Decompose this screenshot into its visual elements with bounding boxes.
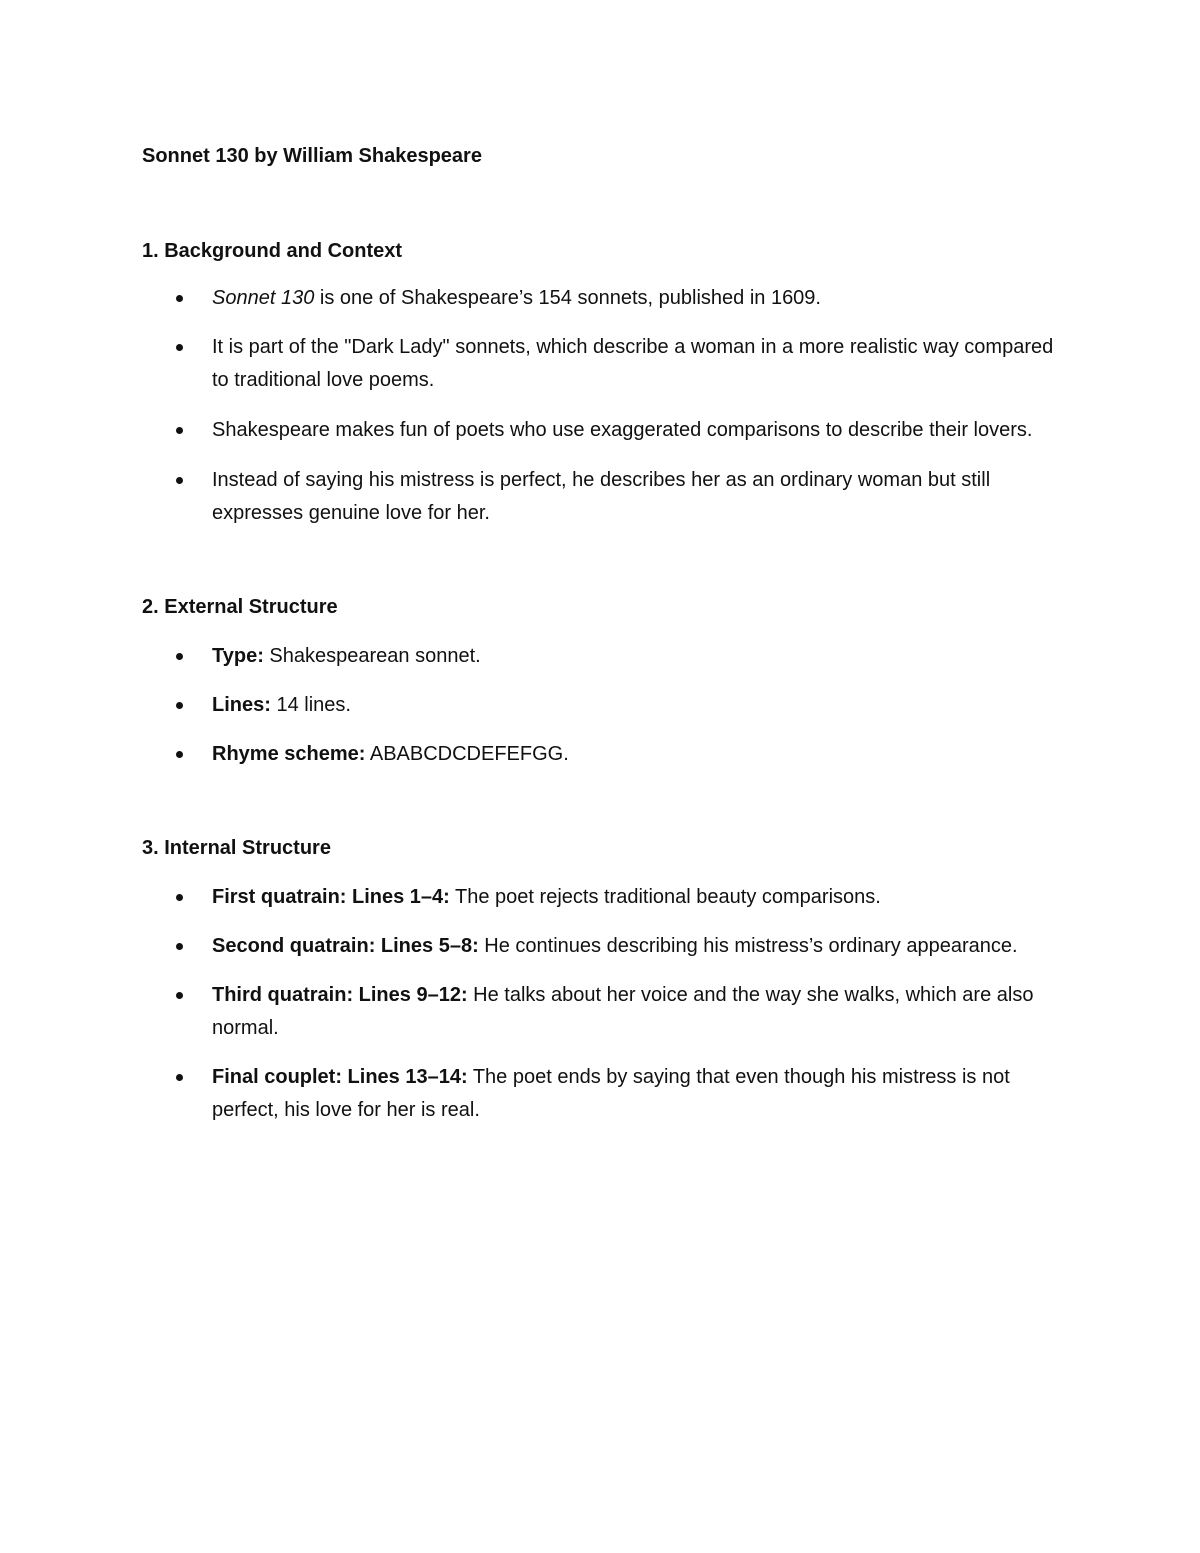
item-text: ABABCDCDEFEFGG. xyxy=(365,743,569,765)
item-label: Third quatrain: Lines 9–12: xyxy=(212,984,468,1006)
italic-title: Sonnet 130 xyxy=(212,287,315,309)
item-text: Instead of saying his mistress is perfect, he describes her as an ordinary woman but still expresses genuine love for her. xyxy=(212,469,991,524)
section-heading: 2. External Structure xyxy=(142,596,338,618)
section-internal-structure xyxy=(142,833,1072,1127)
item-text: Shakespeare makes fun of poets who use exaggerated comparisons to describe their lovers. xyxy=(212,419,1033,441)
item-label: Lines: xyxy=(212,694,271,716)
list-item xyxy=(142,881,1072,914)
bullet-list xyxy=(142,881,1072,1127)
bullet-icon xyxy=(176,992,183,999)
bullet-icon xyxy=(176,894,183,901)
list-item xyxy=(142,464,1072,530)
bullet-icon xyxy=(176,1074,183,1081)
bullet-icon xyxy=(176,751,183,758)
section-external-structure xyxy=(142,592,1072,771)
bullet-icon xyxy=(176,344,183,351)
list-item xyxy=(142,738,1072,771)
list-item xyxy=(142,331,1072,397)
bullet-icon xyxy=(176,702,183,709)
list-item xyxy=(142,979,1072,1045)
bullet-icon xyxy=(176,943,183,950)
bullet-list xyxy=(142,640,1072,771)
bullet-icon xyxy=(176,295,183,302)
bullet-icon xyxy=(176,477,183,484)
section-heading: 1. Background and Context xyxy=(142,240,403,262)
document-title: Sonnet 130 by William Shakespeare xyxy=(142,145,482,167)
list-item xyxy=(142,640,1072,673)
section-heading: 3. Internal Structure xyxy=(142,837,331,859)
item-text: The poet rejects traditional beauty comparisons. xyxy=(449,886,881,908)
item-text: 14 lines. xyxy=(270,694,351,716)
item-label: Rhyme scheme: xyxy=(212,743,366,765)
item-text: He talks about her voice and the way she walks, which are also normal. xyxy=(212,984,1034,1039)
item-text: He continues describing his mistress’s ordinary appearance. xyxy=(478,935,1018,957)
list-item xyxy=(142,1061,1072,1127)
section-background-context xyxy=(142,236,1072,530)
item-label: Type: xyxy=(212,645,264,667)
item-text: The poet ends by saying that even though his mistress is not perfect, his love for her is real. xyxy=(212,1066,1010,1121)
item-text: It is part of the "Dark Lady" sonnets, which describe a woman in a more realistic way compared to traditional love poems. xyxy=(212,336,1054,391)
item-text: is one of Shakespeare’s 154 sonnets, published in 1609. xyxy=(314,287,821,309)
document-page xyxy=(142,140,1072,1127)
list-item xyxy=(142,414,1072,447)
list-item xyxy=(142,282,1072,315)
bullet-icon xyxy=(176,653,183,660)
bullet-icon xyxy=(176,427,183,434)
list-item xyxy=(142,930,1072,963)
item-label: First quatrain: Lines 1–4: xyxy=(212,886,450,908)
item-label: Second quatrain: Lines 5–8: xyxy=(212,935,479,957)
list-item xyxy=(142,689,1072,722)
item-text: Shakespearean sonnet. xyxy=(263,645,481,667)
item-label: Final couplet: Lines 13–14: xyxy=(212,1066,468,1088)
bullet-list xyxy=(142,282,1072,530)
